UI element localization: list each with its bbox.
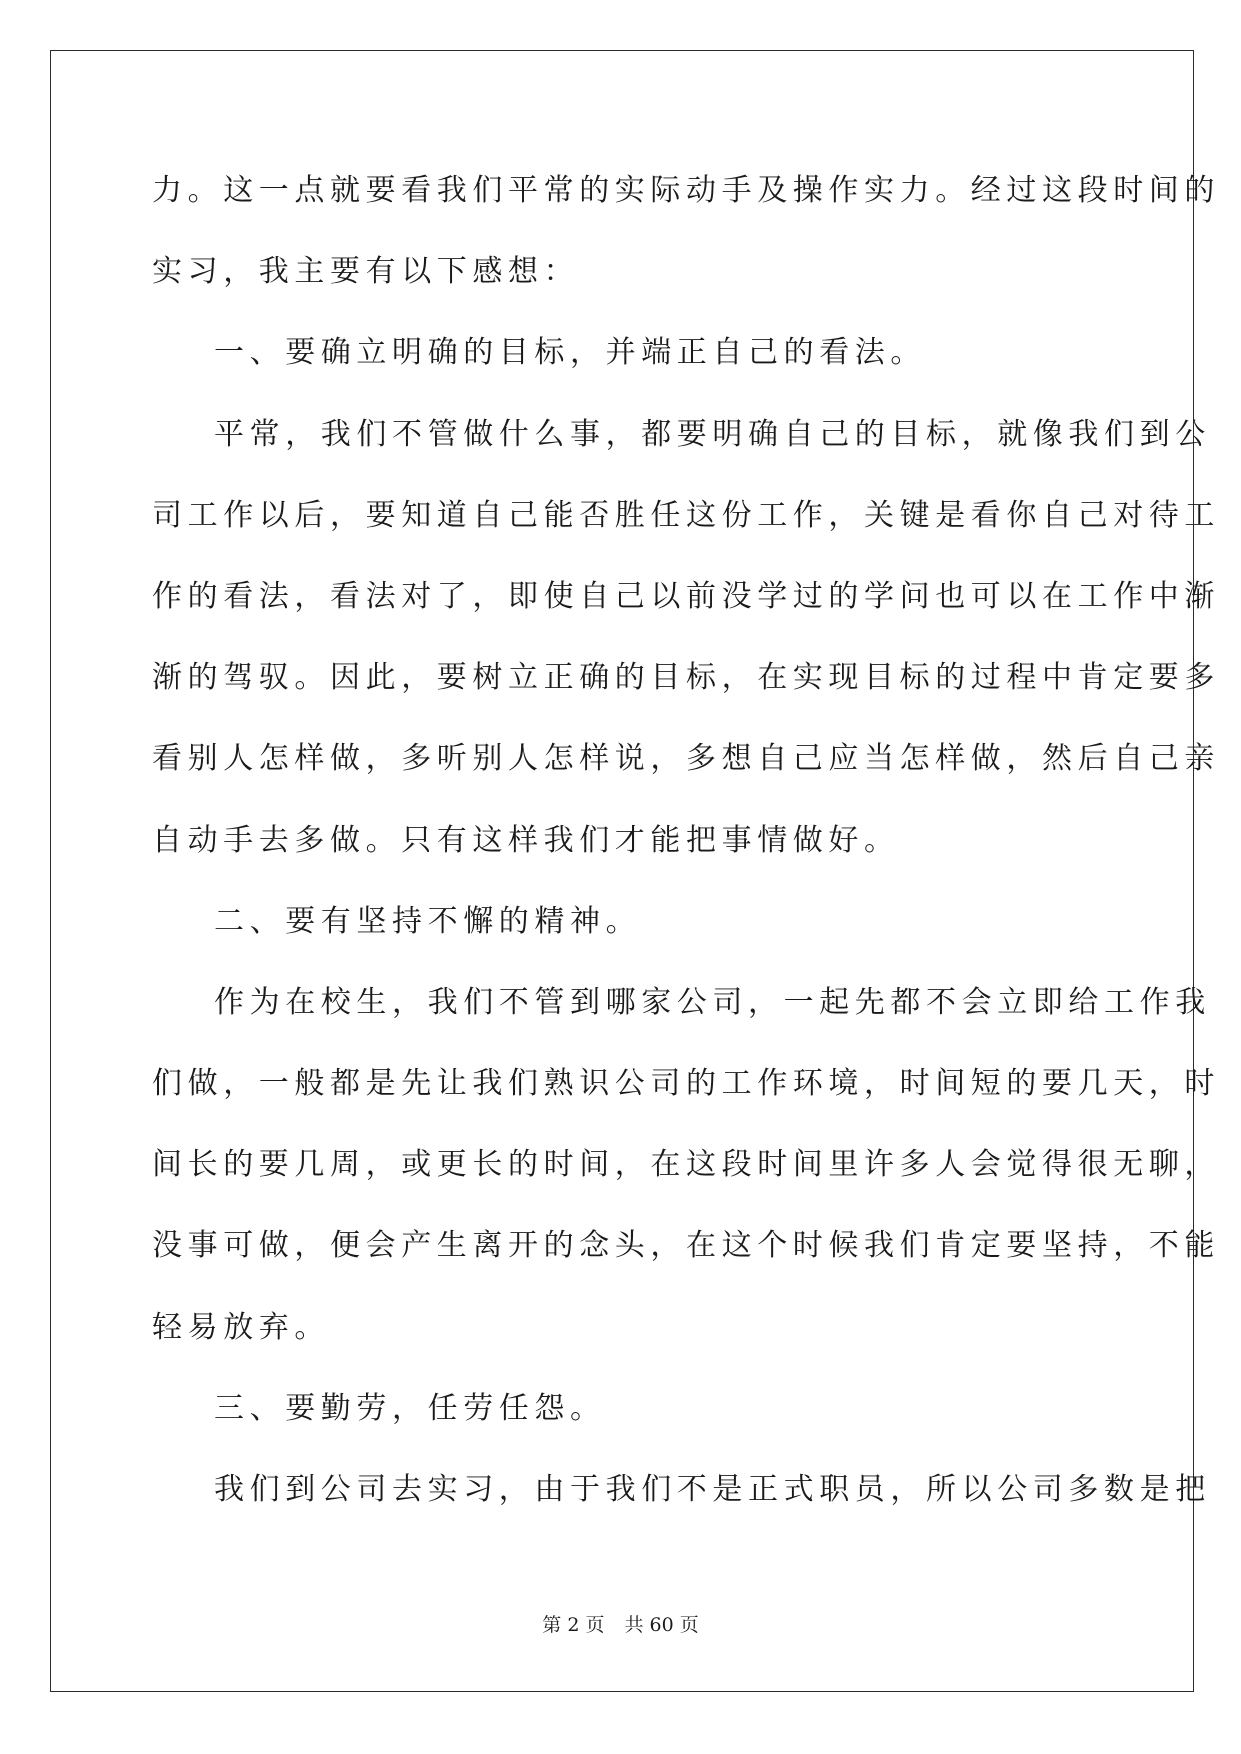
page-footer	[0, 1610, 1241, 1637]
section-heading-2: 二、要有坚持不懈的精神。	[214, 903, 642, 939]
text-line: 力。这一点就要看我们平常的实际动手及操作实力。经过这段时间的	[152, 173, 1220, 208]
text-line: 间长的要几周，或更长的时间，在这段时间里许多人会觉得很无聊，	[152, 1147, 1220, 1183]
text-line: 们做，一般都是先让我们熟识公司的工作环境，时间短的要几天，时	[152, 1066, 1220, 1102]
page-number: 第 2 页	[542, 1614, 605, 1636]
text-line: 看别人怎样做，多听别人怎样说，多想自己应当怎样做，然后自己亲	[152, 741, 1220, 777]
text-line: 司工作以后，要知道自己能否胜任这份工作，关键是看你自己对待工	[152, 497, 1220, 533]
text-line: 作为在校生，我们不管到哪家公司，一起先都不会立即给工作我	[214, 984, 1211, 1020]
page-total: 共 60 页	[624, 1614, 699, 1636]
text-line: 实习，我主要有以下感想：	[152, 254, 580, 290]
text-line: 自动手去多做。只有这样我们才能把事情做好。	[152, 822, 900, 858]
text-line: 平常，我们不管做什么事，都要明确自己的目标，就像我们到公	[214, 416, 1211, 452]
text-line: 我们到公司去实习，由于我们不是正式职员，所以公司多数是把	[214, 1472, 1211, 1507]
section-heading-3: 三、要勤劳，任劳任怨。	[214, 1390, 606, 1426]
text-line: 没事可做，便会产生离开的念头，在这个时候我们肯定要坚持，不能	[152, 1228, 1220, 1264]
text-line: 作的看法，看法对了，即使自己以前没学过的学问也可以在工作中渐	[152, 578, 1220, 614]
text-line: 渐的驾驭。因此，要树立正确的目标，在实现目标的过程中肯定要多	[152, 660, 1220, 696]
text-line: 轻易放弃。	[152, 1309, 330, 1345]
section-heading-1: 一、要确立明确的目标，并端正自己的看法。	[214, 335, 926, 371]
document-body	[152, 162, 1220, 1542]
